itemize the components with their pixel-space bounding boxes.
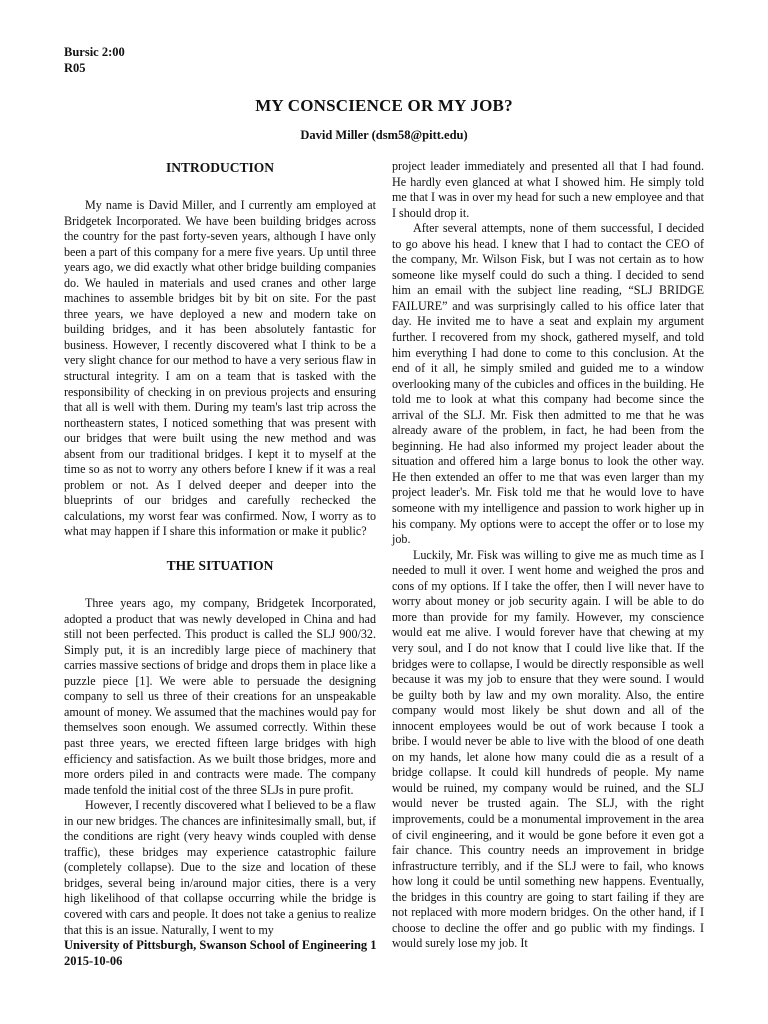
left-column (64, 160, 376, 938)
course-section-label: Bursic 2:00 (64, 45, 125, 59)
page-footer (64, 937, 377, 969)
right-paragraph-1: project leader immediately and presented all that I had found. He hardly even glanced at what I showed him. He simply told me that I was in over my head for such a new employee and that I should drop it. (392, 159, 704, 220)
situation-paragraph-2: However, I recently discovered what I believed to be a flaw in our new bridges. The chances are infinitesimally small, but, if the conditions are right (very heavy winds coupled with dense traffic), these bridges may experience catastrophic failure (completely collapse). Due to the size and location of these bridges, several being in/around major cities, there is a very high likelihood of that collapse occurring while the bridge is covered with cars and people. It does not take a genius to realize that this is an issue. Naturally, I went to my (64, 798, 376, 937)
situation-paragraph-1: Three years ago, my company, Bridgetek Incorporated, adopted a product that was newly developed in China and had still not been perfected. This product is called the SLJ 900/32. Simply put, it is an incredibly large piece of machinery that carries massive sections of bridge and drops them in place like a puzzle piece [1]. We were able to persuade the designing company to sell us three of their creations for an unspeakable amount of money. We assumed that the machines would pay for themselves soon enough. We assumed correctly. Within these past three years, we erected fifteen large bridges with high efficiency and satisfaction. As we built those bridges, more and more orders piled in and contracts were made. The company made tenfold the initial cost of the three SLJs in pure profit. (64, 596, 376, 797)
footer-institution: University of Pittsburgh, Swanson School of Engineering 1 (64, 938, 377, 952)
course-header (64, 44, 125, 76)
right-paragraph-2: After several attempts, none of them successful, I decided to go above his head. I knew that I had to contact the CEO of the company, Mr. Wilson Fisk, but I was not certain as to how someone like myself could do such a thing. I decided to send him an email with the subject line reading, “SLJ BRIDGE FAILURE” and was surprisingly called to his office later that day. He invited me to have a seat and explain my argument further. I recovered from my shock, gathered myself, and told him everything I had done to come to this conclusion. At the end of it all, he simply smiled and guided me to a window overlooking many of the cubicles and offices in the building. He told me to look at what this company had become since the arrival of the SLJ. Mr. Fisk then admitted to me that he was already aware of the problem, in fact, he had been from the beginning. He had also informed my project leader about the situation and offered him a large bonus to look the other way. He then extended an offer to me that was even larger than my project leader's. Mr. Fisk told me that he would love to have someone with my intelligence and passion to work higher up in his company. My options were to accept the offer or to lose my job. (392, 221, 704, 547)
right-paragraph-3: Luckily, Mr. Fisk was willing to give me as much time as I needed to mull it over. I went home and weighed the pros and cons of my options. If I take the offer, then I will never have to worry about money or job security again. I will be able to do more than provide for my family. However, my conscience would eat me alive. I would forever have that chewing at my very soul, and I do not know that I could live like that. If the bridges were to collapse, I would be directly responsible as well because it was my job to ensure that they were sound. I would be guilty both by law and my own morality. Also, the entire company would most likely be shut down and all of the innocent employees would be out of work because I took a bribe. I would never be able to live with the blood of one death on my hands, let alone how many could die as a result of a bridge collapse. It could kill hundreds of people. My name would be ruined, my company would be ruined, and the SLJ would never be trusted again. The SLJ, with the right improvements, could be a monumental improvement in the area of civil engineering, and it would be gone before it even got a fair chance. This country needs an improvement in bridge infrastructure terribly, and if the SLJ were to fail, who knows how long it could be until something new happens. Eventually, the bridges in this country are going to start failing if they are not replaced with more modern bridges. On the other hand, if I choose to decline the offer and go public with my findings. I would surely lose my job. It (392, 547, 704, 951)
room-label: R05 (64, 61, 86, 75)
author-line: David Miller (dsm58@pitt.edu) (300, 128, 468, 142)
section-heading-situation: THE SITUATION (166, 558, 274, 574)
section-heading-introduction: INTRODUCTION (165, 160, 274, 175)
intro-paragraph: My name is David Miller, and I currently am employed at Bridgetek Incorporated. We have been building bridges across the country for the past forty-seven years, although I have only been a part of this company for a mere five years. Up until three years ago, we did exactly what other bridge building companies do. We hauled in materials and used cranes and other large machines to assemble bridges bit by bit on site. For the past three years, we have deployed a new and modern take on building bridges, and it has been absolutely fantastic for business. However, I recently discovered what I think to be a very slight chance for our method to have a very serious flaw in structural integrity. I am on a team that is tasked with the responsibility of checking in on previous projects and ensuring that all is well with them. During my team's last trip across the northeastern states, I noticed something that was present with our bridges that were built using the new method and was absent from our traditional bridges. I kept it to myself at the time so as not to worry any others before I knew if it was a real problem or not. As I delved deeper and deeper into the blueprints of our bridges and carefully rechecked the calculations, my worst fear was confirmed. Now, I worry as to what may happen if I share this information or make it public? (64, 198, 376, 539)
footer-date: 2015-10-06 (64, 954, 123, 968)
paper-title: MY CONSCIENCE OR MY JOB? (255, 96, 513, 115)
right-column (392, 159, 704, 952)
